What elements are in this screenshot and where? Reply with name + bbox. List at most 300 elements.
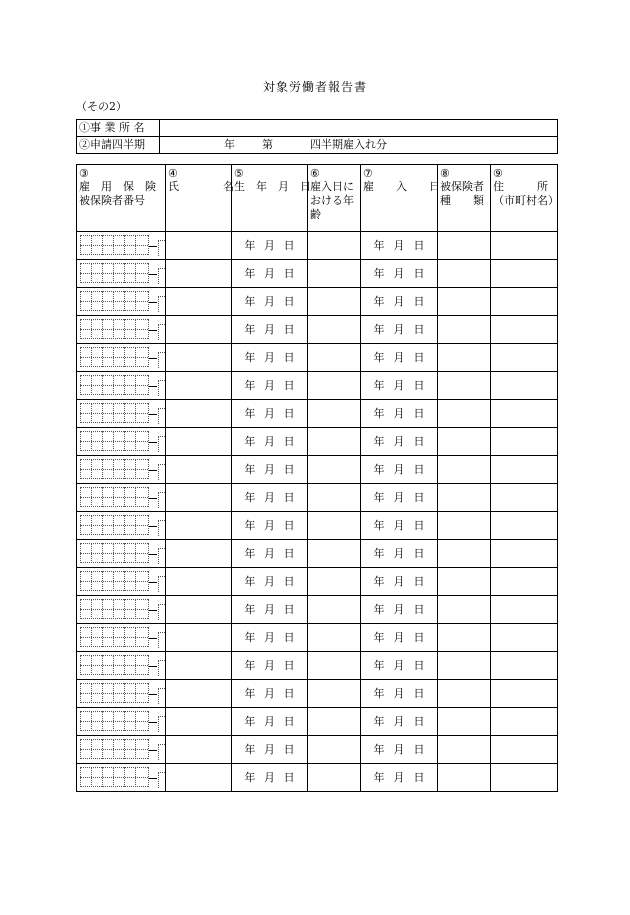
address-field[interactable] [491, 568, 558, 596]
column-header-text: 雇 入 日 [363, 180, 440, 193]
hire-date-year-label: 年 [373, 602, 385, 616]
period-year-label: 年 [224, 138, 235, 151]
birth-date-month-label: 月 [263, 378, 275, 392]
birth-date-field[interactable] [232, 624, 308, 652]
insured-type-field[interactable] [438, 232, 491, 260]
digit-boxes [80, 235, 149, 255]
birth-date-day-label: 日 [283, 434, 295, 448]
period-row [77, 137, 558, 154]
name-field[interactable] [166, 260, 232, 288]
birth-date-year-label: 年 [244, 350, 256, 364]
address-field[interactable] [491, 232, 558, 260]
hire-date-field[interactable] [361, 428, 438, 456]
insurance-number-field[interactable] [77, 456, 166, 484]
hire-date-field[interactable] [361, 288, 438, 316]
name-field[interactable] [166, 624, 232, 652]
address-field[interactable] [491, 428, 558, 456]
name-field[interactable] [166, 428, 232, 456]
table-row [77, 428, 558, 456]
table-row [77, 736, 558, 764]
hire-date-day-label: 日 [413, 658, 425, 672]
insured-type-field[interactable] [438, 400, 491, 428]
insured-type-field[interactable] [438, 344, 491, 372]
hire-date-field[interactable] [361, 512, 438, 540]
birth-date-field[interactable] [232, 428, 308, 456]
hire-date-year-label: 年 [373, 406, 385, 420]
birth-date-field[interactable] [232, 596, 308, 624]
birth-date-field[interactable] [232, 736, 308, 764]
insured-type-field[interactable] [438, 764, 491, 792]
hire-date-year-label: 年 [373, 658, 385, 672]
insurance-number-field[interactable] [77, 512, 166, 540]
separator-dash [149, 582, 157, 583]
column-number: ⑥ [310, 167, 320, 180]
birth-date-year-label: 年 [244, 406, 256, 420]
table-row [77, 540, 558, 568]
name-field[interactable] [166, 736, 232, 764]
digit-boxes [80, 263, 149, 283]
separator-dash [149, 358, 157, 359]
age-field[interactable] [308, 764, 361, 792]
birth-date-field[interactable] [232, 764, 308, 792]
column-header-text: 住 所 [493, 180, 548, 193]
birth-date-field[interactable] [232, 484, 308, 512]
period-field[interactable] [160, 137, 558, 154]
hire-date-day-label: 日 [413, 266, 425, 280]
age-field[interactable] [308, 232, 361, 260]
check-digit-box [158, 772, 165, 788]
name-field[interactable] [166, 540, 232, 568]
column-number: ③ [79, 167, 89, 180]
name-field[interactable] [166, 484, 232, 512]
birth-date-year-label: 年 [244, 378, 256, 392]
separator-dash [149, 470, 157, 471]
address-field[interactable] [491, 484, 558, 512]
hire-date-field[interactable] [361, 456, 438, 484]
insurance-number-field[interactable] [77, 260, 166, 288]
address-field[interactable] [491, 652, 558, 680]
birth-date-field[interactable] [232, 708, 308, 736]
name-field[interactable] [166, 400, 232, 428]
birth-date-day-label: 日 [283, 574, 295, 588]
address-field[interactable] [491, 512, 558, 540]
birth-date-day-label: 日 [283, 462, 295, 476]
insurance-number-field[interactable] [77, 624, 166, 652]
hire-date-day-label: 日 [413, 630, 425, 644]
age-field[interactable] [308, 568, 361, 596]
birth-date-field[interactable] [232, 568, 308, 596]
birth-date-day-label: 日 [283, 658, 295, 672]
hire-date-day-label: 日 [413, 714, 425, 728]
hire-date-month-label: 月 [393, 546, 405, 560]
address-field[interactable] [491, 596, 558, 624]
age-field[interactable] [308, 288, 361, 316]
insurance-number-field[interactable] [77, 316, 166, 344]
birth-date-day-label: 日 [283, 686, 295, 700]
birth-date-year-label: 年 [244, 686, 256, 700]
age-field[interactable] [308, 456, 361, 484]
column-header-text: 被保険者 [440, 180, 484, 193]
hire-date-year-label: 年 [373, 574, 385, 588]
hire-date-month-label: 月 [393, 378, 405, 392]
hire-date-field[interactable] [361, 624, 438, 652]
birth-date-month-label: 月 [263, 686, 275, 700]
name-field[interactable] [166, 456, 232, 484]
address-field[interactable] [491, 708, 558, 736]
insured-type-field[interactable] [438, 484, 491, 512]
birth-date-day-label: 日 [283, 266, 295, 280]
digit-boxes [80, 739, 149, 759]
insurance-number-field[interactable] [77, 232, 166, 260]
separator-dash [149, 498, 157, 499]
birth-date-month-label: 月 [263, 266, 275, 280]
office-label: ①事 業 所 名 [77, 120, 160, 137]
separator-dash [149, 750, 157, 751]
document-title: 対象労働者報告書 [262, 80, 367, 94]
hire-date-day-label: 日 [413, 462, 425, 476]
address-field[interactable] [491, 540, 558, 568]
birth-date-day-label: 日 [283, 238, 295, 252]
address-field[interactable] [491, 736, 558, 764]
separator-dash [149, 274, 157, 275]
birth-date-month-label: 月 [263, 770, 275, 784]
birth-date-year-label: 年 [244, 546, 256, 560]
hire-date-month-label: 月 [393, 322, 405, 336]
separator-dash [149, 442, 157, 443]
insurance-number-field[interactable] [77, 428, 166, 456]
hire-date-year-label: 年 [373, 742, 385, 756]
insurance-number-field[interactable] [77, 596, 166, 624]
hire-date-month-label: 月 [393, 742, 405, 756]
age-field[interactable] [308, 596, 361, 624]
column-header-text: 齢 [310, 208, 321, 221]
hire-date-year-label: 年 [373, 686, 385, 700]
address-field[interactable] [491, 288, 558, 316]
insured-type-field[interactable] [438, 316, 491, 344]
age-field[interactable] [308, 260, 361, 288]
insurance-number-field[interactable] [77, 708, 166, 736]
birth-date-field[interactable] [232, 512, 308, 540]
header-table [76, 119, 558, 154]
name-field[interactable] [166, 344, 232, 372]
hire-date-day-label: 日 [413, 742, 425, 756]
hire-date-field[interactable] [361, 708, 438, 736]
birth-date-year-label: 年 [244, 770, 256, 784]
address-field[interactable] [491, 316, 558, 344]
birth-date-month-label: 月 [263, 406, 275, 420]
birth-date-day-label: 日 [283, 378, 295, 392]
insured-type-field[interactable] [438, 652, 491, 680]
hire-date-day-label: 日 [413, 434, 425, 448]
table-row [77, 764, 558, 792]
insurance-number-field[interactable] [77, 288, 166, 316]
separator-dash [149, 554, 157, 555]
birth-date-field[interactable] [232, 232, 308, 260]
hire-date-year-label: 年 [373, 714, 385, 728]
address-field[interactable] [491, 764, 558, 792]
table-row [77, 652, 558, 680]
birth-date-year-label: 年 [244, 714, 256, 728]
hire-date-day-label: 日 [413, 378, 425, 392]
hire-date-year-label: 年 [373, 294, 385, 308]
hire-date-field[interactable] [361, 652, 438, 680]
insured-type-field[interactable] [438, 428, 491, 456]
column-header-insurance-number [77, 165, 166, 232]
hire-date-day-label: 日 [413, 238, 425, 252]
hire-date-day-label: 日 [413, 770, 425, 784]
address-field[interactable] [491, 456, 558, 484]
separator-dash [149, 722, 157, 723]
birth-date-month-label: 月 [263, 294, 275, 308]
birth-date-month-label: 月 [263, 546, 275, 560]
birth-date-field[interactable] [232, 372, 308, 400]
check-digit-box [158, 380, 165, 396]
insured-type-field[interactable] [438, 288, 491, 316]
digit-boxes [80, 711, 149, 731]
column-header-text: 被保険者番号 [79, 194, 145, 207]
column-header-text: 氏 名 [168, 180, 234, 193]
birth-date-field[interactable] [232, 456, 308, 484]
hire-date-day-label: 日 [413, 350, 425, 364]
digit-boxes [80, 683, 149, 703]
address-field[interactable] [491, 260, 558, 288]
separator-dash [149, 414, 157, 415]
column-header-name [166, 165, 232, 232]
name-field[interactable] [166, 652, 232, 680]
document-subtitle: （その2） [76, 100, 127, 113]
insurance-number-field[interactable] [77, 372, 166, 400]
digit-boxes [80, 515, 149, 535]
check-digit-box [158, 436, 165, 452]
insured-type-field[interactable] [438, 456, 491, 484]
address-field[interactable] [491, 372, 558, 400]
hire-date-year-label: 年 [373, 238, 385, 252]
hire-date-field[interactable] [361, 484, 438, 512]
birth-date-field[interactable] [232, 260, 308, 288]
birth-date-year-label: 年 [244, 490, 256, 504]
birth-date-year-label: 年 [244, 574, 256, 588]
age-field[interactable] [308, 344, 361, 372]
digit-boxes [80, 431, 149, 451]
birth-date-day-label: 日 [283, 546, 295, 560]
birth-date-month-label: 月 [263, 574, 275, 588]
birth-date-field[interactable] [232, 652, 308, 680]
hire-date-year-label: 年 [373, 266, 385, 280]
hire-date-field[interactable] [361, 540, 438, 568]
table-row [77, 260, 558, 288]
birth-date-year-label: 年 [244, 238, 256, 252]
insured-type-field[interactable] [438, 568, 491, 596]
birth-date-field[interactable] [232, 288, 308, 316]
insurance-number-field[interactable] [77, 652, 166, 680]
hire-date-day-label: 日 [413, 546, 425, 560]
age-field[interactable] [308, 372, 361, 400]
table-row [77, 624, 558, 652]
age-field[interactable] [308, 652, 361, 680]
hire-date-field[interactable] [361, 260, 438, 288]
hire-date-month-label: 月 [393, 770, 405, 784]
insured-type-field[interactable] [438, 596, 491, 624]
name-field[interactable] [166, 596, 232, 624]
name-field[interactable] [166, 372, 232, 400]
age-field[interactable] [308, 316, 361, 344]
digit-boxes [80, 375, 149, 395]
insurance-number-field[interactable] [77, 680, 166, 708]
separator-dash [149, 638, 157, 639]
column-header-text: （市町村名） [493, 194, 559, 207]
birth-date-field[interactable] [232, 344, 308, 372]
address-field[interactable] [491, 624, 558, 652]
age-field[interactable] [308, 540, 361, 568]
period-label: ②申請四半期 [77, 137, 160, 154]
name-field[interactable] [166, 568, 232, 596]
birth-date-day-label: 日 [283, 630, 295, 644]
insurance-number-field[interactable] [77, 400, 166, 428]
birth-date-month-label: 月 [263, 630, 275, 644]
birth-date-year-label: 年 [244, 518, 256, 532]
insurance-number-field[interactable] [77, 540, 166, 568]
check-digit-box [158, 660, 165, 676]
table-row [77, 288, 558, 316]
digit-boxes [80, 459, 149, 479]
birth-date-day-label: 日 [283, 714, 295, 728]
age-field[interactable] [308, 708, 361, 736]
birth-date-year-label: 年 [244, 658, 256, 672]
hire-date-month-label: 月 [393, 518, 405, 532]
age-field[interactable] [308, 484, 361, 512]
birth-date-month-label: 月 [263, 238, 275, 252]
birth-date-field[interactable] [232, 316, 308, 344]
insured-type-field[interactable] [438, 372, 491, 400]
table-row [77, 456, 558, 484]
birth-date-day-label: 日 [283, 294, 295, 308]
address-field[interactable] [491, 344, 558, 372]
hire-date-field[interactable] [361, 344, 438, 372]
digit-boxes [80, 487, 149, 507]
table-row [77, 400, 558, 428]
birth-date-month-label: 月 [263, 350, 275, 364]
insured-type-field[interactable] [438, 736, 491, 764]
insured-type-field[interactable] [438, 512, 491, 540]
column-number: ⑦ [363, 167, 373, 180]
birth-date-day-label: 日 [283, 322, 295, 336]
name-field[interactable] [166, 680, 232, 708]
separator-dash [149, 302, 157, 303]
hire-date-field[interactable] [361, 736, 438, 764]
hire-date-field[interactable] [361, 400, 438, 428]
birth-date-month-label: 月 [263, 462, 275, 476]
check-digit-box [158, 324, 165, 340]
hire-date-month-label: 月 [393, 238, 405, 252]
age-field[interactable] [308, 428, 361, 456]
birth-date-field[interactable] [232, 680, 308, 708]
digit-boxes [80, 403, 149, 423]
birth-date-month-label: 月 [263, 714, 275, 728]
insured-type-field[interactable] [438, 680, 491, 708]
insurance-number-field[interactable] [77, 764, 166, 792]
digit-boxes [80, 767, 149, 787]
hire-date-month-label: 月 [393, 574, 405, 588]
table-row [77, 232, 558, 260]
separator-dash [149, 610, 157, 611]
insurance-number-field[interactable] [77, 344, 166, 372]
table-row [77, 316, 558, 344]
hire-date-month-label: 月 [393, 686, 405, 700]
column-header-insured-type [438, 165, 491, 232]
address-field[interactable] [491, 680, 558, 708]
worker-table [76, 164, 558, 792]
column-header-text: おける年 [310, 194, 354, 207]
separator-dash [149, 694, 157, 695]
birth-date-month-label: 月 [263, 658, 275, 672]
hire-date-field[interactable] [361, 568, 438, 596]
hire-date-field[interactable] [361, 680, 438, 708]
insured-type-field[interactable] [438, 624, 491, 652]
name-field[interactable] [166, 288, 232, 316]
birth-date-field[interactable] [232, 540, 308, 568]
age-field[interactable] [308, 400, 361, 428]
name-field[interactable] [166, 232, 232, 260]
insurance-number-field[interactable] [77, 484, 166, 512]
separator-dash [149, 526, 157, 527]
hire-date-field[interactable] [361, 232, 438, 260]
birth-date-month-label: 月 [263, 742, 275, 756]
address-field[interactable] [491, 400, 558, 428]
hire-date-field[interactable] [361, 764, 438, 792]
age-field[interactable] [308, 736, 361, 764]
hire-date-day-label: 日 [413, 490, 425, 504]
birth-date-day-label: 日 [283, 406, 295, 420]
name-field[interactable] [166, 708, 232, 736]
office-name-field[interactable] [160, 120, 558, 137]
insured-type-field[interactable] [438, 708, 491, 736]
column-header-text: 生 年 月 日 [234, 180, 311, 193]
digit-boxes [80, 347, 149, 367]
hire-date-field[interactable] [361, 372, 438, 400]
birth-date-month-label: 月 [263, 434, 275, 448]
digit-boxes [80, 291, 149, 311]
insured-type-field[interactable] [438, 540, 491, 568]
hire-date-field[interactable] [361, 596, 438, 624]
insurance-number-field[interactable] [77, 568, 166, 596]
name-field[interactable] [166, 512, 232, 540]
age-field[interactable] [308, 624, 361, 652]
age-field[interactable] [308, 680, 361, 708]
age-field[interactable] [308, 512, 361, 540]
check-digit-box [158, 576, 165, 592]
birth-date-year-label: 年 [244, 322, 256, 336]
birth-date-month-label: 月 [263, 322, 275, 336]
table-row [77, 484, 558, 512]
name-field[interactable] [166, 764, 232, 792]
hire-date-day-label: 日 [413, 294, 425, 308]
check-digit-box [158, 604, 165, 620]
birth-date-year-label: 年 [244, 434, 256, 448]
insured-type-field[interactable] [438, 260, 491, 288]
hire-date-month-label: 月 [393, 462, 405, 476]
insurance-number-field[interactable] [77, 736, 166, 764]
digit-boxes [80, 319, 149, 339]
hire-date-month-label: 月 [393, 658, 405, 672]
table-row [77, 596, 558, 624]
name-field[interactable] [166, 316, 232, 344]
digit-boxes [80, 543, 149, 563]
check-digit-box [158, 268, 165, 284]
column-number: ⑧ [440, 167, 450, 180]
check-digit-box [158, 464, 165, 480]
birth-date-field[interactable] [232, 400, 308, 428]
hire-date-field[interactable] [361, 316, 438, 344]
